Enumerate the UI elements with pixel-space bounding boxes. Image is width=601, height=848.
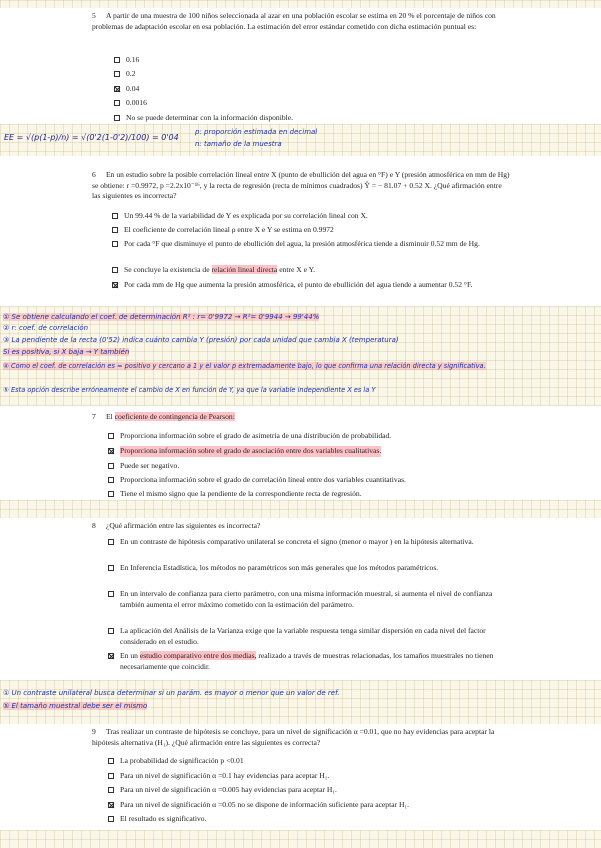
checkbox[interactable] bbox=[114, 100, 120, 106]
checkbox-checked[interactable] bbox=[108, 653, 114, 659]
option[interactable] bbox=[108, 489, 528, 500]
option[interactable] bbox=[112, 280, 512, 291]
checkbox[interactable] bbox=[112, 213, 118, 219]
question-text: A partir de una muestra de 100 niños seleccionada al azar en una población escolar se estima en 20 % el porcentaje de niños con problemas de adaptación escolar en esa población. La estimación del error estándar cometido con dicha estimación puntual es: bbox=[92, 11, 496, 31]
checkbox[interactable] bbox=[108, 491, 114, 497]
grid-band bbox=[0, 500, 601, 518]
handwritten-note: ⑤ El tamaño muestral debe ser el mismo bbox=[3, 702, 148, 710]
checkbox[interactable] bbox=[114, 71, 120, 77]
option-label: En un intervalo de confianza para cierto parámetro, con una misma información muestral, si aumenta el nivel de confianza también aumenta el error máximo cometido con la estimación del parámetro. bbox=[120, 589, 493, 609]
option-label: Para un nivel de significación α =0.1 hay evidencias para aceptar H₁. bbox=[120, 771, 330, 780]
option-label: Para un nivel de significación α =0.005 hay evidencias para aceptar H₁. bbox=[120, 785, 337, 794]
option[interactable] bbox=[108, 800, 518, 811]
checkbox[interactable] bbox=[108, 591, 114, 597]
option-label: No se puede determinar con la información disponible. bbox=[126, 113, 294, 122]
grid-band bbox=[0, 830, 601, 848]
checkbox-checked[interactable] bbox=[108, 448, 114, 454]
option[interactable] bbox=[108, 771, 518, 782]
handwritten-formula: EE = √(p(1-p)/n) = √(0'2(1-0'2)/100) = 0'04 bbox=[4, 133, 179, 142]
question-text: En un estudio sobre la posible correlación lineal entre X (punto de ebullición del agua en °F) e Y (presión atmosférica en mm de Hg) se obtiene: r =0.9972, p =2.2x10⁻¹⁶, y la recta de regresión (recta de mínimos cuadrados) Ŷ = − 81.07 + 0.52 X. ¿Qué afirmación entre las siguientes es incorrecta? bbox=[92, 170, 510, 201]
checkbox[interactable] bbox=[112, 267, 118, 273]
checkbox-checked[interactable] bbox=[108, 802, 114, 808]
option-label: La aplicación del Análisis de la Varianza exige que la variable respuesta tenga similar dispersión en cada nivel del factor considerado en el estudio. bbox=[120, 626, 486, 646]
option-label: El coeficiente de correlación lineal ρ entre X e Y se estima en 0.9972 bbox=[124, 225, 334, 234]
option[interactable] bbox=[108, 461, 528, 472]
checkbox[interactable] bbox=[112, 227, 118, 233]
checkbox[interactable] bbox=[112, 241, 118, 247]
option-label: 0.04 bbox=[126, 84, 140, 93]
handwritten-note: ① Se obtiene calculando el coef. de determinación R² : r= 0'9972 → R²= 0'9944 → 99'44% bbox=[3, 313, 320, 321]
option-label: En un contraste de hipótesis comparativo unilateral se concreta el signo (menor o mayor ) en la hipótesis alternativa. bbox=[120, 537, 474, 546]
checkbox[interactable] bbox=[108, 433, 114, 439]
handwritten-note: ② r: coef. de correlación bbox=[3, 324, 89, 332]
question-number: 8 bbox=[92, 521, 96, 530]
option-label: Puede ser negativo. bbox=[120, 461, 180, 470]
option[interactable] bbox=[108, 431, 528, 442]
highlight: estudio comparativo entre dos medias, bbox=[139, 651, 257, 660]
checkbox[interactable] bbox=[108, 628, 114, 634]
option-label: Tiene el mismo signo que la pendiente de la correspondiente recta de regresión. bbox=[120, 489, 362, 498]
option-label: Un 99.44 % de la variabilidad de Y es explicada por su correlación lineal con X. bbox=[124, 211, 368, 220]
option[interactable] bbox=[108, 475, 528, 486]
checkbox[interactable] bbox=[108, 463, 114, 469]
handwritten-note: n: tamaño de la muestra bbox=[195, 140, 282, 148]
checkbox[interactable] bbox=[108, 758, 114, 764]
option[interactable] bbox=[112, 225, 512, 236]
option[interactable] bbox=[114, 69, 136, 80]
option-label: Se concluye la existencia de relación lineal directa entre X e Y. bbox=[124, 265, 316, 274]
option[interactable] bbox=[108, 537, 503, 548]
option[interactable] bbox=[108, 563, 503, 574]
question-number: 7 bbox=[92, 412, 96, 421]
option-label: El resultado es significativo. bbox=[120, 814, 207, 823]
handwritten-note: ① Un contraste unilateral busca determinar si un parám. es mayor o menor que un valor de ref. bbox=[3, 689, 340, 697]
option[interactable] bbox=[114, 55, 139, 66]
option[interactable] bbox=[112, 265, 512, 276]
option[interactable] bbox=[114, 84, 139, 95]
option[interactable] bbox=[108, 651, 503, 672]
handwritten-note: Si es positiva, si X baja → Y también bbox=[3, 348, 130, 356]
question-number: 9 bbox=[92, 727, 96, 736]
option-label: Proporciona información sobre el grado de asociación entre dos variables cualitativas. bbox=[120, 446, 382, 455]
question-number: 5 bbox=[92, 11, 96, 20]
option[interactable] bbox=[112, 239, 512, 250]
option-label: 0.16 bbox=[126, 55, 140, 64]
checkbox[interactable] bbox=[108, 539, 114, 545]
option-label: Proporciona información sobre el grado de asimetría de una distribución de probabilidad. bbox=[120, 431, 392, 440]
option-label: Proporciona información sobre el grado de correlación lineal entre dos variables cuantitativas. bbox=[120, 475, 406, 484]
option-label: Por cada °F que disminuye el punto de ebullición del agua, la presión atmosférica tiende a disminuir 0.52 mm de Hg. bbox=[124, 239, 480, 248]
checkbox-checked[interactable] bbox=[114, 86, 120, 92]
option[interactable] bbox=[108, 446, 528, 457]
option-label: En Inferencia Estadística, los métodos no paramétricos son más generales que los métodos paramétricos. bbox=[120, 563, 439, 572]
checkbox[interactable] bbox=[108, 787, 114, 793]
option[interactable] bbox=[108, 756, 518, 767]
option[interactable] bbox=[108, 814, 518, 825]
checkbox[interactable] bbox=[108, 477, 114, 483]
handwritten-note: ④ Como el coef. de correlación es ≈ positivo y cercano a 1 y el valor p extremadamente bajo, lo que confirma una relación directa y significativa. bbox=[3, 362, 486, 370]
handwritten-note: p: proporción estimada en decimal bbox=[195, 128, 318, 136]
option-label: En un estudio comparativo entre dos medias, realizado a través de muestras relacionadas, los tamaños muestrales no tienen necesariamente que coincidir. bbox=[120, 651, 494, 671]
option[interactable] bbox=[114, 113, 293, 124]
question-text: ¿Qué afirmación entre las siguientes es incorrecta? bbox=[106, 521, 261, 530]
question-text: Tras realizar un contraste de hipótesis se concluye, para un nivel de significación α =0.01, que no hay evidencias para aceptar la hipótesis alternativa (H₁). ¿Qué afirmación entre las siguientes es correcta? bbox=[92, 727, 495, 747]
option-label: Por cada mm de Hg que aumenta la presión atmosférica, el punto de ebullición del agua tiende a aumentar 0.52 °F. bbox=[124, 280, 473, 289]
handwritten-note: ⑤ Esta opción describe erróneamente el cambio de X en función de Y, ya que la variable independiente X es la Y bbox=[3, 386, 376, 394]
highlight: coeficiente de contingencia de Pearson: bbox=[114, 412, 235, 421]
checkbox[interactable] bbox=[108, 773, 114, 779]
option-label: La probabilidad de significación p <0.01 bbox=[120, 756, 244, 765]
checkbox-checked[interactable] bbox=[112, 282, 118, 288]
option[interactable] bbox=[108, 626, 503, 647]
option-label: 0.2 bbox=[126, 69, 136, 78]
option[interactable] bbox=[112, 211, 512, 222]
question-number: 6 bbox=[92, 170, 96, 179]
checkbox[interactable] bbox=[108, 816, 114, 822]
option[interactable] bbox=[114, 98, 147, 109]
option-label: 0.0016 bbox=[126, 98, 147, 107]
option[interactable] bbox=[108, 589, 503, 610]
checkbox[interactable] bbox=[114, 57, 120, 63]
option[interactable] bbox=[108, 785, 518, 796]
handwritten-note: ③ La pendiente de la recta (0'52) indica cuánto cambia Y (presión) por cada unidad que cambia X (temperatura) bbox=[3, 336, 399, 344]
checkbox[interactable] bbox=[114, 115, 120, 121]
highlight: relación lineal directa bbox=[211, 265, 278, 274]
checkbox[interactable] bbox=[108, 565, 114, 571]
grid-band bbox=[0, 0, 601, 8]
option-label: Para un nivel de significación α =0.05 no se dispone de información suficiente para aceptar H₁. bbox=[120, 800, 410, 809]
